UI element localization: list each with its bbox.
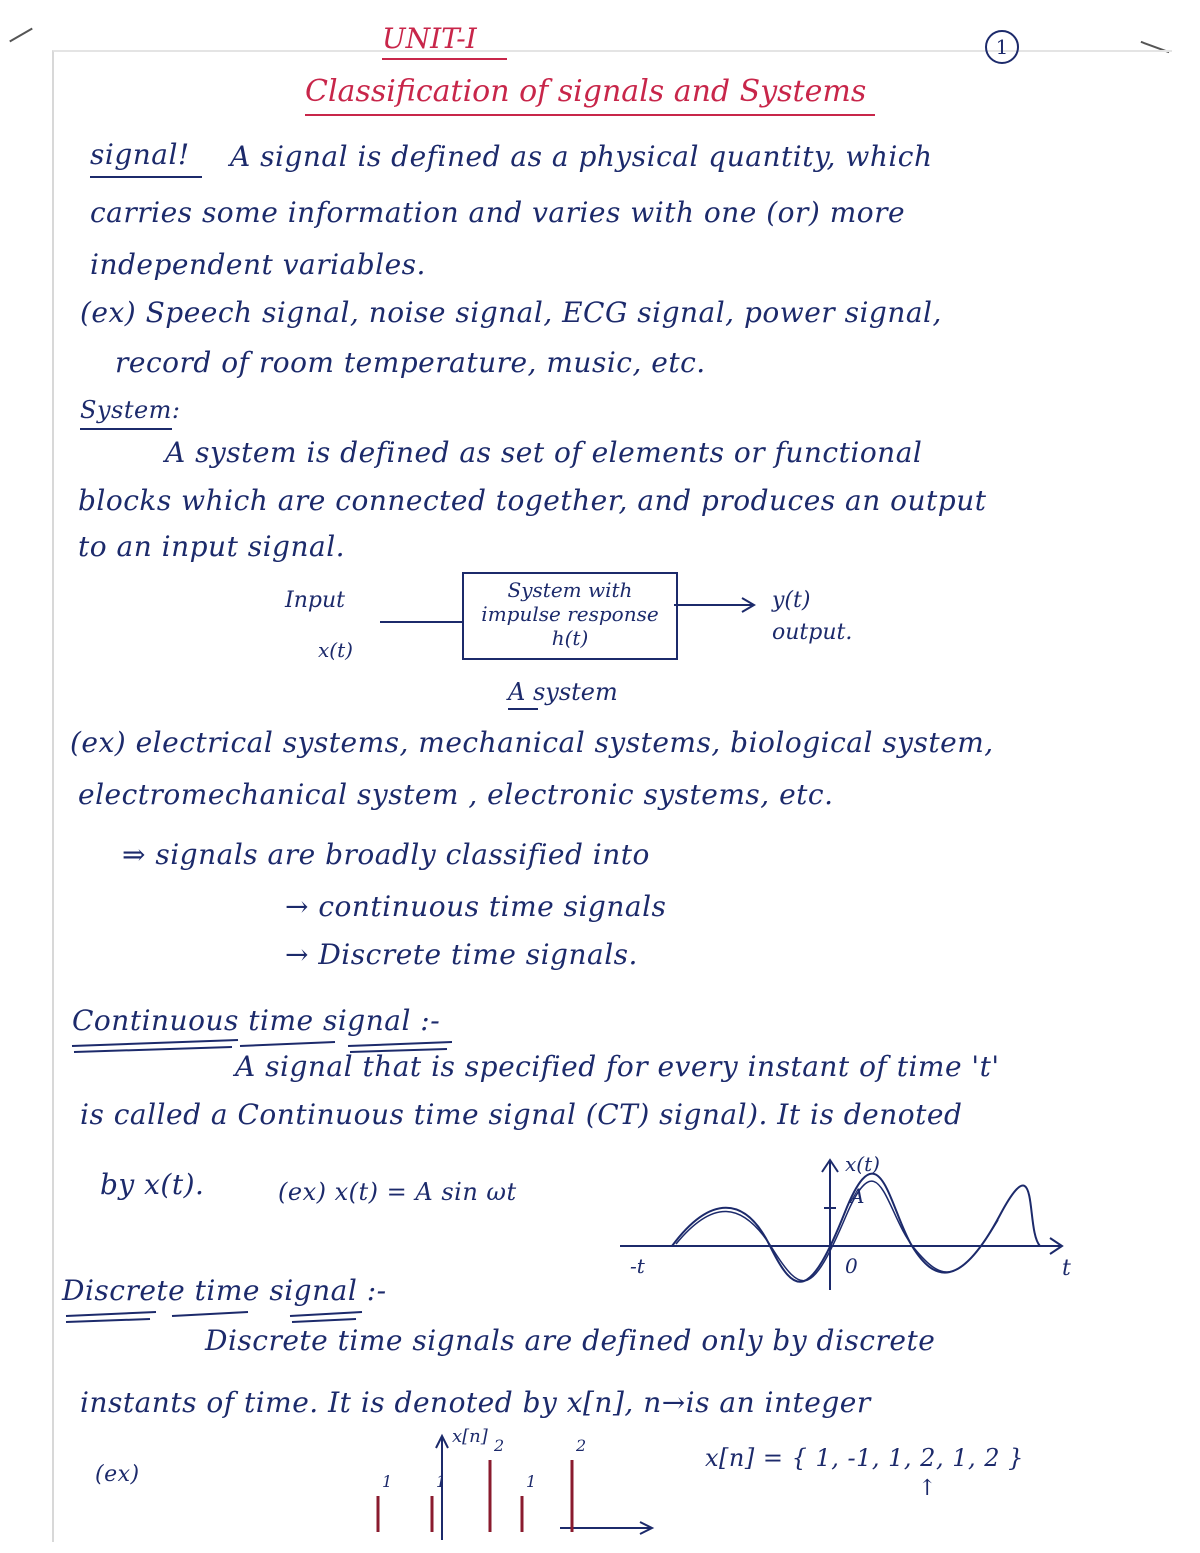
system-example-line1: (ex) electrical systems, mechanical systems, biological system, — [70, 726, 994, 759]
system-def-line1: A system is defined as set of elements or functional — [165, 436, 923, 469]
diagram-input-var: x(t) — [318, 638, 353, 662]
page-number: 1 — [985, 30, 1019, 64]
signal-def-line3: independent variables. — [90, 248, 426, 281]
signal-def-line2: carries some information and varies with one (or) more — [90, 196, 906, 229]
unit-heading: UNIT-I — [382, 22, 477, 55]
ct-graph-xlabel: t — [1062, 1256, 1071, 1281]
dt-stem-label: 1 — [436, 1472, 447, 1491]
ct-def-line1: A signal that is specified for every instant of time 't' — [235, 1050, 1000, 1083]
dt-heading: Discrete time signal :- — [62, 1274, 387, 1307]
system-example-line2: electromechanical system , electronic systems, etc. — [78, 778, 834, 811]
dt-stem-label: 1 — [382, 1472, 393, 1491]
dt-stem-label: 2 — [576, 1436, 587, 1455]
block-line3: h(t) — [551, 626, 589, 650]
system-def-line3: to an input signal. — [78, 530, 346, 563]
signal-example-line2: record of room temperature, music, etc. — [115, 346, 706, 379]
classification-item-dt: → Discrete time signals. — [285, 938, 638, 971]
system-term: System: — [80, 396, 181, 424]
block-line2: impulse response — [481, 602, 659, 626]
diagram-input-label: Input — [285, 588, 345, 613]
ct-def-line2: is called a Continuous time signal (CT) signal). It is denoted — [80, 1098, 963, 1131]
ct-graph-amplitude: A — [850, 1184, 865, 1208]
diagram-output-var: y(t) — [772, 588, 811, 613]
dt-graph-ylabel: x[n] — [452, 1426, 488, 1447]
signal-def-line1: A signal is defined as a physical quantity, which — [230, 140, 933, 173]
ct-graph-neg-label: -t — [630, 1254, 645, 1278]
ct-def-line3: by x(t). — [100, 1168, 205, 1201]
diagram-caption: A system — [508, 678, 618, 706]
dt-def-line2: instants of time. It is denoted by x[n], n→is an integer — [80, 1386, 871, 1419]
ct-heading: Continuous time signal :- — [72, 1004, 441, 1037]
classification-item-ct: → continuous time signals — [285, 890, 667, 923]
system-def-line2: blocks which are connected together, and produces an output — [78, 484, 987, 517]
dt-sequence: x[n] = { 1, -1, 1, 2, 1, 2 } — [705, 1444, 1024, 1472]
dt-stem-label: 1 — [526, 1472, 537, 1491]
dt-sequence-origin-arrow: ↑ — [918, 1476, 937, 1501]
ct-graph-origin: 0 — [845, 1254, 858, 1278]
block-line1: System with — [507, 578, 633, 602]
ct-graph-ylabel: x(t) — [845, 1152, 880, 1176]
signal-term: signal! — [90, 138, 190, 171]
dt-def-line1: Discrete time signals are defined only by discrete — [205, 1324, 936, 1357]
dt-stem-label: 2 — [494, 1436, 505, 1455]
page-title: Classification of signals and Systems — [305, 74, 867, 109]
dt-example-label: (ex) — [95, 1462, 140, 1487]
signal-example-line1: (ex) Speech signal, noise signal, ECG signal, power signal, — [80, 296, 942, 329]
classification-intro: ⇒ signals are broadly classified into — [122, 838, 650, 871]
diagram-output-label: output. — [772, 620, 853, 645]
ct-example: (ex) x(t) = A sin ωt — [278, 1178, 517, 1206]
